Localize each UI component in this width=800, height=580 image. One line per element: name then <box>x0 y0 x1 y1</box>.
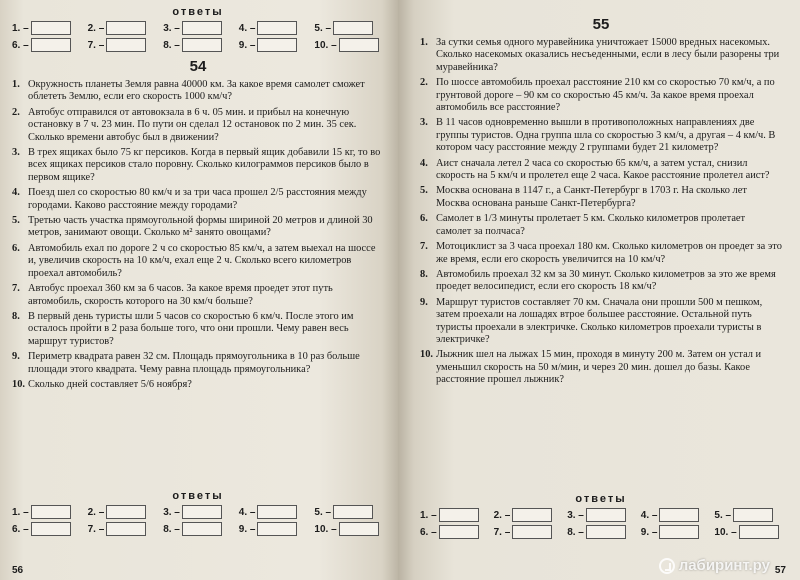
answer-box[interactable] <box>659 508 699 522</box>
answer-label: 3. – <box>163 506 180 518</box>
problem-number: 5. <box>420 185 428 197</box>
problem-item <box>12 107 384 144</box>
answer-label: 10. – <box>314 523 337 535</box>
answer-box[interactable] <box>586 525 626 539</box>
answer-box[interactable] <box>106 522 146 536</box>
answer-slot <box>494 525 562 539</box>
problem-text: Третью часть участка прямоугольной формы шириной 20 метров и длиной 30 метров, занимают овощи. Сколько м² занято овощами? <box>28 215 373 239</box>
answer-box[interactable] <box>659 525 699 539</box>
problem-number: 1. <box>420 37 428 48</box>
problem-item <box>420 77 782 114</box>
answer-box[interactable] <box>333 505 373 519</box>
answer-slot <box>314 522 384 536</box>
answer-label: 10. – <box>314 39 337 51</box>
problem-number: 10. <box>12 378 25 390</box>
answers-grid <box>12 505 384 536</box>
problem-text: За сутки семья одного муравейника уничтожает 15000 вредных насекомых. Сколько насекомых оказались несъеденными, если в лесу были разорены три муравейника? <box>436 37 780 73</box>
problem-item <box>12 379 384 391</box>
answer-slot <box>163 38 233 52</box>
answer-label: 9. – <box>640 526 658 538</box>
problem-item <box>12 79 384 104</box>
answer-box[interactable] <box>257 38 297 52</box>
answer-label: 9. – <box>238 523 256 535</box>
answer-label: 6. – <box>12 39 29 51</box>
problem-text: В первый день туристы шли 5 часов со скоростью 6 км/ч. После этого им осталось пройти в 2 раза больше того, что они прошли. Чему равен весь маршрут туристов? <box>28 310 354 347</box>
problem-number: 6. <box>12 242 20 254</box>
answer-slot <box>714 525 782 539</box>
problem-item <box>420 241 782 266</box>
answer-label: 10. – <box>714 526 737 538</box>
answer-slot <box>420 508 488 522</box>
problem-text: Поезд шел со скоростью 80 км/ч и за три часа прошел 2/5 расстояния между городами. Каково расстояние между городами? <box>28 187 367 211</box>
answer-label: 7. – <box>87 523 105 535</box>
answers-grid <box>12 21 384 52</box>
answer-label: 1. – <box>12 506 29 518</box>
answer-slot <box>239 38 309 52</box>
section-number: 54 <box>189 58 207 75</box>
answer-box[interactable] <box>106 38 146 52</box>
answer-slot <box>163 21 233 35</box>
problem-number: 4. <box>12 187 20 199</box>
problem-number: 8. <box>420 268 428 280</box>
problem-item <box>12 215 384 240</box>
problem-text: Периметр квадрата равен 32 см. Площадь прямоугольника в 10 раз больше площади этого квадрата. Чему равна площадь прямоугольника? <box>28 351 360 375</box>
problem-text: В трех ящиках было 75 кг персиков. Когда в первый ящик добавили 15 кг, то во всех ящиках персиков стало поровну. Сколько килограммов персиков было в первом ящике? <box>28 147 381 183</box>
answer-box[interactable] <box>512 508 552 522</box>
answer-box[interactable] <box>333 21 373 35</box>
answer-label: 7. – <box>87 39 105 51</box>
answer-slot <box>239 505 309 519</box>
problem-item <box>420 349 782 386</box>
answer-label: 1. – <box>420 509 437 521</box>
problem-list <box>12 79 384 391</box>
answers-title: ответы <box>172 490 224 502</box>
problem-text: Москва основана в 1147 г., а Санкт-Петербург в 1703 г. На сколько лет Москва основана раньше Санкт-Петербурга? <box>436 185 747 209</box>
answer-slot <box>239 522 309 536</box>
answer-label: 6. – <box>420 526 437 538</box>
problem-item <box>420 37 782 74</box>
problem-item <box>12 351 384 376</box>
answer-box[interactable] <box>106 505 146 519</box>
problem-text: Автомобиль проехал 32 км за 30 минут. Сколько километров за это же время проедет велосипедист, если его скорость 18 км/ч? <box>436 268 776 293</box>
answer-label: 1. – <box>12 22 29 34</box>
problem-item <box>420 185 782 210</box>
answer-label: 2. – <box>493 509 511 521</box>
answer-slot <box>88 38 158 52</box>
problem-text: Аист сначала летел 2 часа со скоростью 65 км/ч, а затем устал, снизил скорость на 5 км/ч и пролетел еще 2 часа. Какое расстояние пролетел аист? <box>436 157 770 182</box>
answer-box[interactable] <box>106 21 146 35</box>
problem-text: Автобус отправился от автовокзала в 6 ч. 05 мин. и прибыл на конечную остановку в 7 ч. 23 мин. По пути он сделал 12 остановок по 2 мин. 35 сек. Сколько времени автобус был в движении? <box>28 106 357 143</box>
problem-text: Автобус проехал 360 км за 6 часов. За какое время проедет этот путь автомобиль, скорость которого на 30 км/ч больше? <box>28 283 333 307</box>
problem-item <box>12 187 384 212</box>
answer-label: 3. – <box>567 509 584 521</box>
answer-box[interactable] <box>182 21 222 35</box>
problem-item <box>12 147 384 184</box>
answer-box[interactable] <box>31 38 71 52</box>
answer-label: 4. – <box>238 22 256 34</box>
answer-slot <box>314 21 384 35</box>
problem-number: 7. <box>12 283 20 295</box>
problem-number: 6. <box>420 213 428 225</box>
answer-slot <box>239 21 309 35</box>
page-number: 56 <box>12 565 24 576</box>
answer-label: 6. – <box>12 523 29 535</box>
answer-slot <box>88 21 158 35</box>
problem-text: В 11 часов одновременно вышли в противоположных направлениях две группы туристов. Одна группа шла со скоростью 3 км/ч, а другая – 4 км/ч. В котором часу расстояние между 2 группами будет 21 километр? <box>436 117 776 154</box>
page-number: 57 <box>774 565 786 576</box>
problem-number: 2. <box>12 106 20 118</box>
answers-title: ответы <box>172 6 224 18</box>
answer-label: 2. – <box>87 22 105 34</box>
problem-text: Окружность планеты Земля равна 40000 км. За какое время самолет сможет облететь Землю, если его скорость 1000 км/ч? <box>28 79 365 103</box>
problem-item <box>12 283 384 308</box>
answer-slot <box>12 21 82 35</box>
answer-slot <box>163 505 233 519</box>
answer-box[interactable] <box>182 522 222 536</box>
problem-text: Сколько дней составляет 5/6 ноября? <box>28 378 192 390</box>
problem-list <box>420 37 782 387</box>
answer-box[interactable] <box>182 505 222 519</box>
bottom-answers-block <box>12 490 384 536</box>
answer-slot <box>88 505 158 519</box>
problem-number: 9. <box>12 351 20 363</box>
answer-slot <box>12 522 82 536</box>
answer-label: 4. – <box>238 506 256 518</box>
problem-number: 9. <box>420 296 428 308</box>
problem-number: 2. <box>420 77 428 89</box>
bottom-answers-block <box>420 493 782 539</box>
answer-box[interactable] <box>182 38 222 52</box>
problem-item <box>420 297 782 347</box>
answers-grid <box>420 508 782 539</box>
answer-slot <box>641 508 709 522</box>
answer-slot <box>420 525 488 539</box>
problem-number: 10. <box>420 349 433 361</box>
problem-text: Автомобиль ехал по дороге 2 ч со скоростью 85 км/ч, а затем выехал на шоссе и, увеличив скорость на 10 км/ч, ехал еще 2 ч. Сколько всего километров проехал автомобиль? <box>28 242 376 279</box>
problem-text: По шоссе автомобиль проехал расстояние 210 км со скоростью 70 км/ч, а по грунтовой дороге – 90 км со скоростью 45 км/ч. За какое время проехал автомобиль все расстояние? <box>436 77 775 114</box>
problem-number: 7. <box>420 241 428 253</box>
answer-slot <box>714 508 782 522</box>
answers-title: ответы <box>575 493 627 505</box>
answer-label: 2. – <box>87 506 105 518</box>
answer-slot <box>494 508 562 522</box>
answer-slot <box>567 525 635 539</box>
problem-number: 5. <box>12 215 20 227</box>
answer-box[interactable] <box>439 508 479 522</box>
answer-label: 8. – <box>163 523 180 535</box>
labirint-logo-icon <box>659 558 675 574</box>
watermark <box>659 557 770 574</box>
answer-box[interactable] <box>31 505 71 519</box>
problem-item <box>12 243 384 280</box>
section-number: 55 <box>592 16 610 33</box>
problem-number: 1. <box>12 79 20 90</box>
answer-slot <box>314 505 384 519</box>
watermark-text: лабиринт.ру <box>678 557 770 574</box>
answer-label: 5. – <box>714 509 732 521</box>
answer-label: 3. – <box>163 22 180 34</box>
answer-box[interactable] <box>257 522 297 536</box>
problem-text: Маршрут туристов составляет 70 км. Сначала они прошли 500 м пешком, затем проехали на лошадях втрое большее расстояние. Остальной путь туристы проехали в электричке. Сколько километров проехали туристы в электричке? <box>436 296 763 345</box>
answer-label: 8. – <box>567 526 584 538</box>
problem-number: 3. <box>12 147 20 159</box>
answer-slot <box>88 522 158 536</box>
answer-box[interactable] <box>439 525 479 539</box>
answer-label: 7. – <box>493 526 511 538</box>
answer-slot <box>163 522 233 536</box>
problem-number: 3. <box>420 117 428 129</box>
answer-box[interactable] <box>339 522 379 536</box>
answer-box[interactable] <box>31 21 71 35</box>
answer-box[interactable] <box>739 525 779 539</box>
problem-number: 8. <box>12 310 20 322</box>
answer-slot <box>641 525 709 539</box>
answer-slot <box>314 38 384 52</box>
answer-label: 8. – <box>163 39 180 51</box>
left-page <box>0 0 398 580</box>
problem-text: Мотоциклист за 3 часа проехал 180 км. Сколько километров он проедет за это же время, если его скорость увеличится на 10 км/ч? <box>436 241 782 265</box>
problem-item <box>420 269 782 294</box>
answer-box[interactable] <box>257 505 297 519</box>
answer-slot <box>12 505 82 519</box>
answer-box[interactable] <box>257 21 297 35</box>
right-page <box>398 0 800 580</box>
problem-item <box>12 311 384 348</box>
answer-box[interactable] <box>733 508 773 522</box>
answer-slot <box>567 508 635 522</box>
answer-box[interactable] <box>339 38 379 52</box>
answer-box[interactable] <box>31 522 71 536</box>
problem-item <box>420 158 782 183</box>
problem-text: Самолет в 1/3 минуты пролетает 5 км. Сколько километров пролетает самолет за полчаса? <box>436 213 746 237</box>
answer-label: 4. – <box>640 509 658 521</box>
answer-label: 5. – <box>314 22 332 34</box>
answer-box[interactable] <box>512 525 552 539</box>
answer-label: 5. – <box>314 506 332 518</box>
answer-label: 9. – <box>238 39 256 51</box>
problem-text: Лыжник шел на лыжах 15 мин, проходя в минуту 200 м. Затем он устал и уменьшил скорость на 50 м/мин, и через 20 мин. дошел до базы. Какое расстояние прошел лыжник? <box>436 349 762 386</box>
top-answers-block <box>12 6 384 52</box>
answer-slot <box>12 38 82 52</box>
problem-item <box>420 117 782 154</box>
problem-number: 4. <box>420 157 428 169</box>
answer-box[interactable] <box>586 508 626 522</box>
problem-item <box>420 213 782 238</box>
